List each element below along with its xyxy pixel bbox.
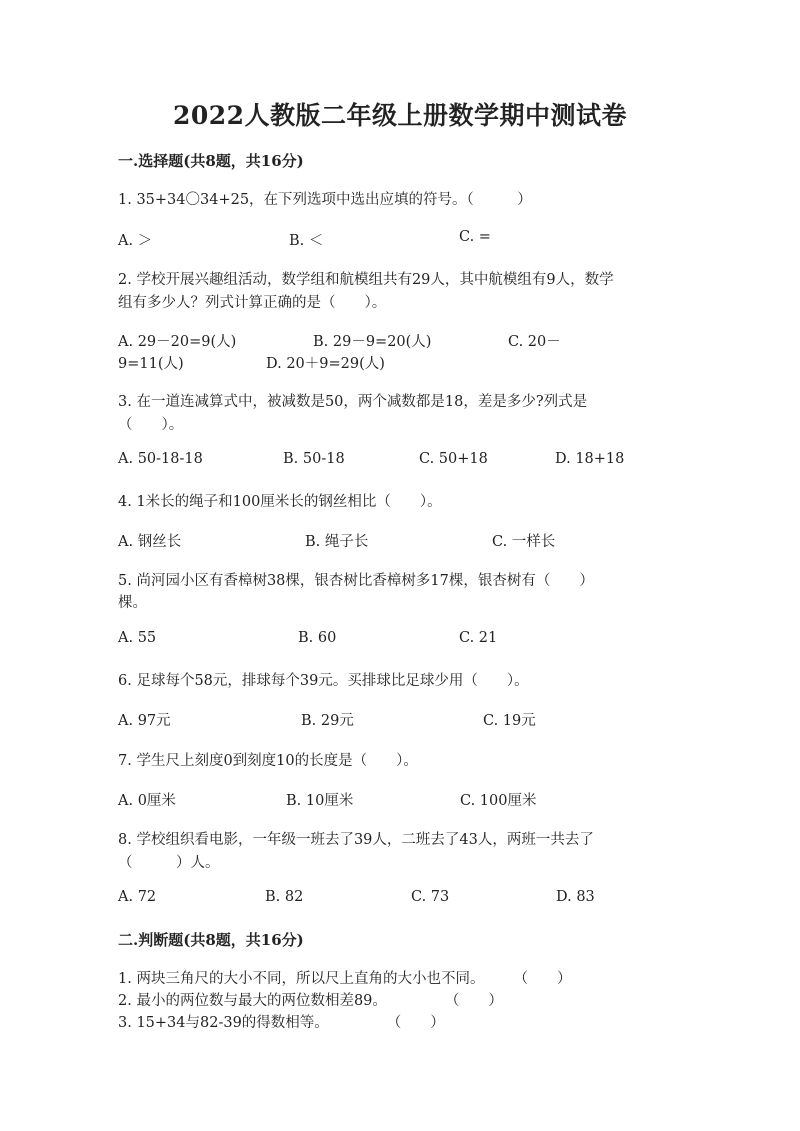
judge-item-3: 3. 15+34与82-39的得数相等。 （ ） xyxy=(118,1015,445,1031)
q2-option-c-continued: 9=11(人) xyxy=(118,356,184,372)
q5-option-c: C. 21 xyxy=(459,630,498,646)
question-1: 1. 35+34〇34+25，在下列选项中选出应填的符号。（ ） xyxy=(118,192,532,208)
q4-option-a: A. 钢丝长 xyxy=(118,534,182,550)
q2-option-a: A. 29－20=9(人) xyxy=(118,334,237,350)
q4-option-b: B. 绳子长 xyxy=(305,534,369,550)
question-3-line-2: （ ）。 xyxy=(118,417,184,433)
judge-item-2: 2. 最小的两位数与最大的两位数相差89。 （ ） xyxy=(118,993,503,1009)
question-2-line-2: 组有多少人？列式计算正确的是（ ）。 xyxy=(118,295,387,311)
q2-option-d: D. 20＋9=29(人) xyxy=(266,356,385,372)
q7-option-c: C. 100厘米 xyxy=(460,793,537,809)
q1-option-c: C. = xyxy=(459,229,491,245)
question-3-line-1: 3. 在一道连减算式中，被减数是50，两个减数都是18，差是多少?列式是 xyxy=(118,394,588,410)
q7-option-b: B. 10厘米 xyxy=(286,793,354,809)
question-5-line-2: 棵。 xyxy=(118,595,147,611)
q2-option-c: C. 20－ xyxy=(508,334,561,350)
q6-option-a: A. 97元 xyxy=(118,713,171,729)
section-heading-choice: 一.选择题(共8题，共16分) xyxy=(118,152,304,170)
question-2-line-1: 2. 学校开展兴趣组活动，数学组和航模组共有29人，其中航模组有9人，数学 xyxy=(118,272,614,288)
q7-option-a: A. 0厘米 xyxy=(118,793,176,809)
q1-option-b: B. ＜ xyxy=(289,233,324,249)
q4-option-c: C. 一样长 xyxy=(492,534,556,550)
q6-option-b: B. 29元 xyxy=(301,713,354,729)
judge-item-1: 1. 两块三角尺的大小不同，所以尺上直角的大小也不同。 （ ） xyxy=(118,971,572,987)
q8-option-a: A. 72 xyxy=(118,889,157,905)
question-8-line-1: 8. 学校组织看电影，一年级一班去了39人，二班去了43人，两班一共去了 xyxy=(118,832,594,848)
q5-option-b: B. 60 xyxy=(298,630,337,646)
q3-option-d: D. 18+18 xyxy=(555,451,625,467)
section-heading-judge: 二.判断题(共8题，共16分) xyxy=(118,931,304,949)
question-7: 7. 学生尺上刻度0到刻度10的长度是（ ）。 xyxy=(118,753,418,769)
q8-option-b: B. 82 xyxy=(265,889,304,905)
q3-option-b: B. 50-18 xyxy=(283,451,345,467)
q8-option-c: C. 73 xyxy=(411,889,450,905)
q3-option-c: C. 50+18 xyxy=(419,451,488,467)
page-title: 2022人教版二年级上册数学期中测试卷 xyxy=(172,101,628,130)
q3-option-a: A. 50-18-18 xyxy=(118,451,203,467)
q8-option-d: D. 83 xyxy=(556,889,595,905)
question-4: 4. 1米长的绳子和100厘米长的钢丝相比（ ）。 xyxy=(118,494,442,510)
question-5-line-1: 5. 尚河园小区有香樟树38棵，银杏树比香樟树多17棵，银杏树有（ ） xyxy=(118,573,594,589)
q5-option-a: A. 55 xyxy=(118,630,157,646)
question-8-line-2: （ ）人。 xyxy=(118,855,220,871)
q2-option-b: B. 29－9=20(人) xyxy=(313,334,432,350)
q1-option-a: A. ＞ xyxy=(118,233,153,249)
q6-option-c: C. 19元 xyxy=(483,713,536,729)
question-6: 6. 足球每个58元，排球每个39元。买排球比足球少用（ ）。 xyxy=(118,673,529,689)
